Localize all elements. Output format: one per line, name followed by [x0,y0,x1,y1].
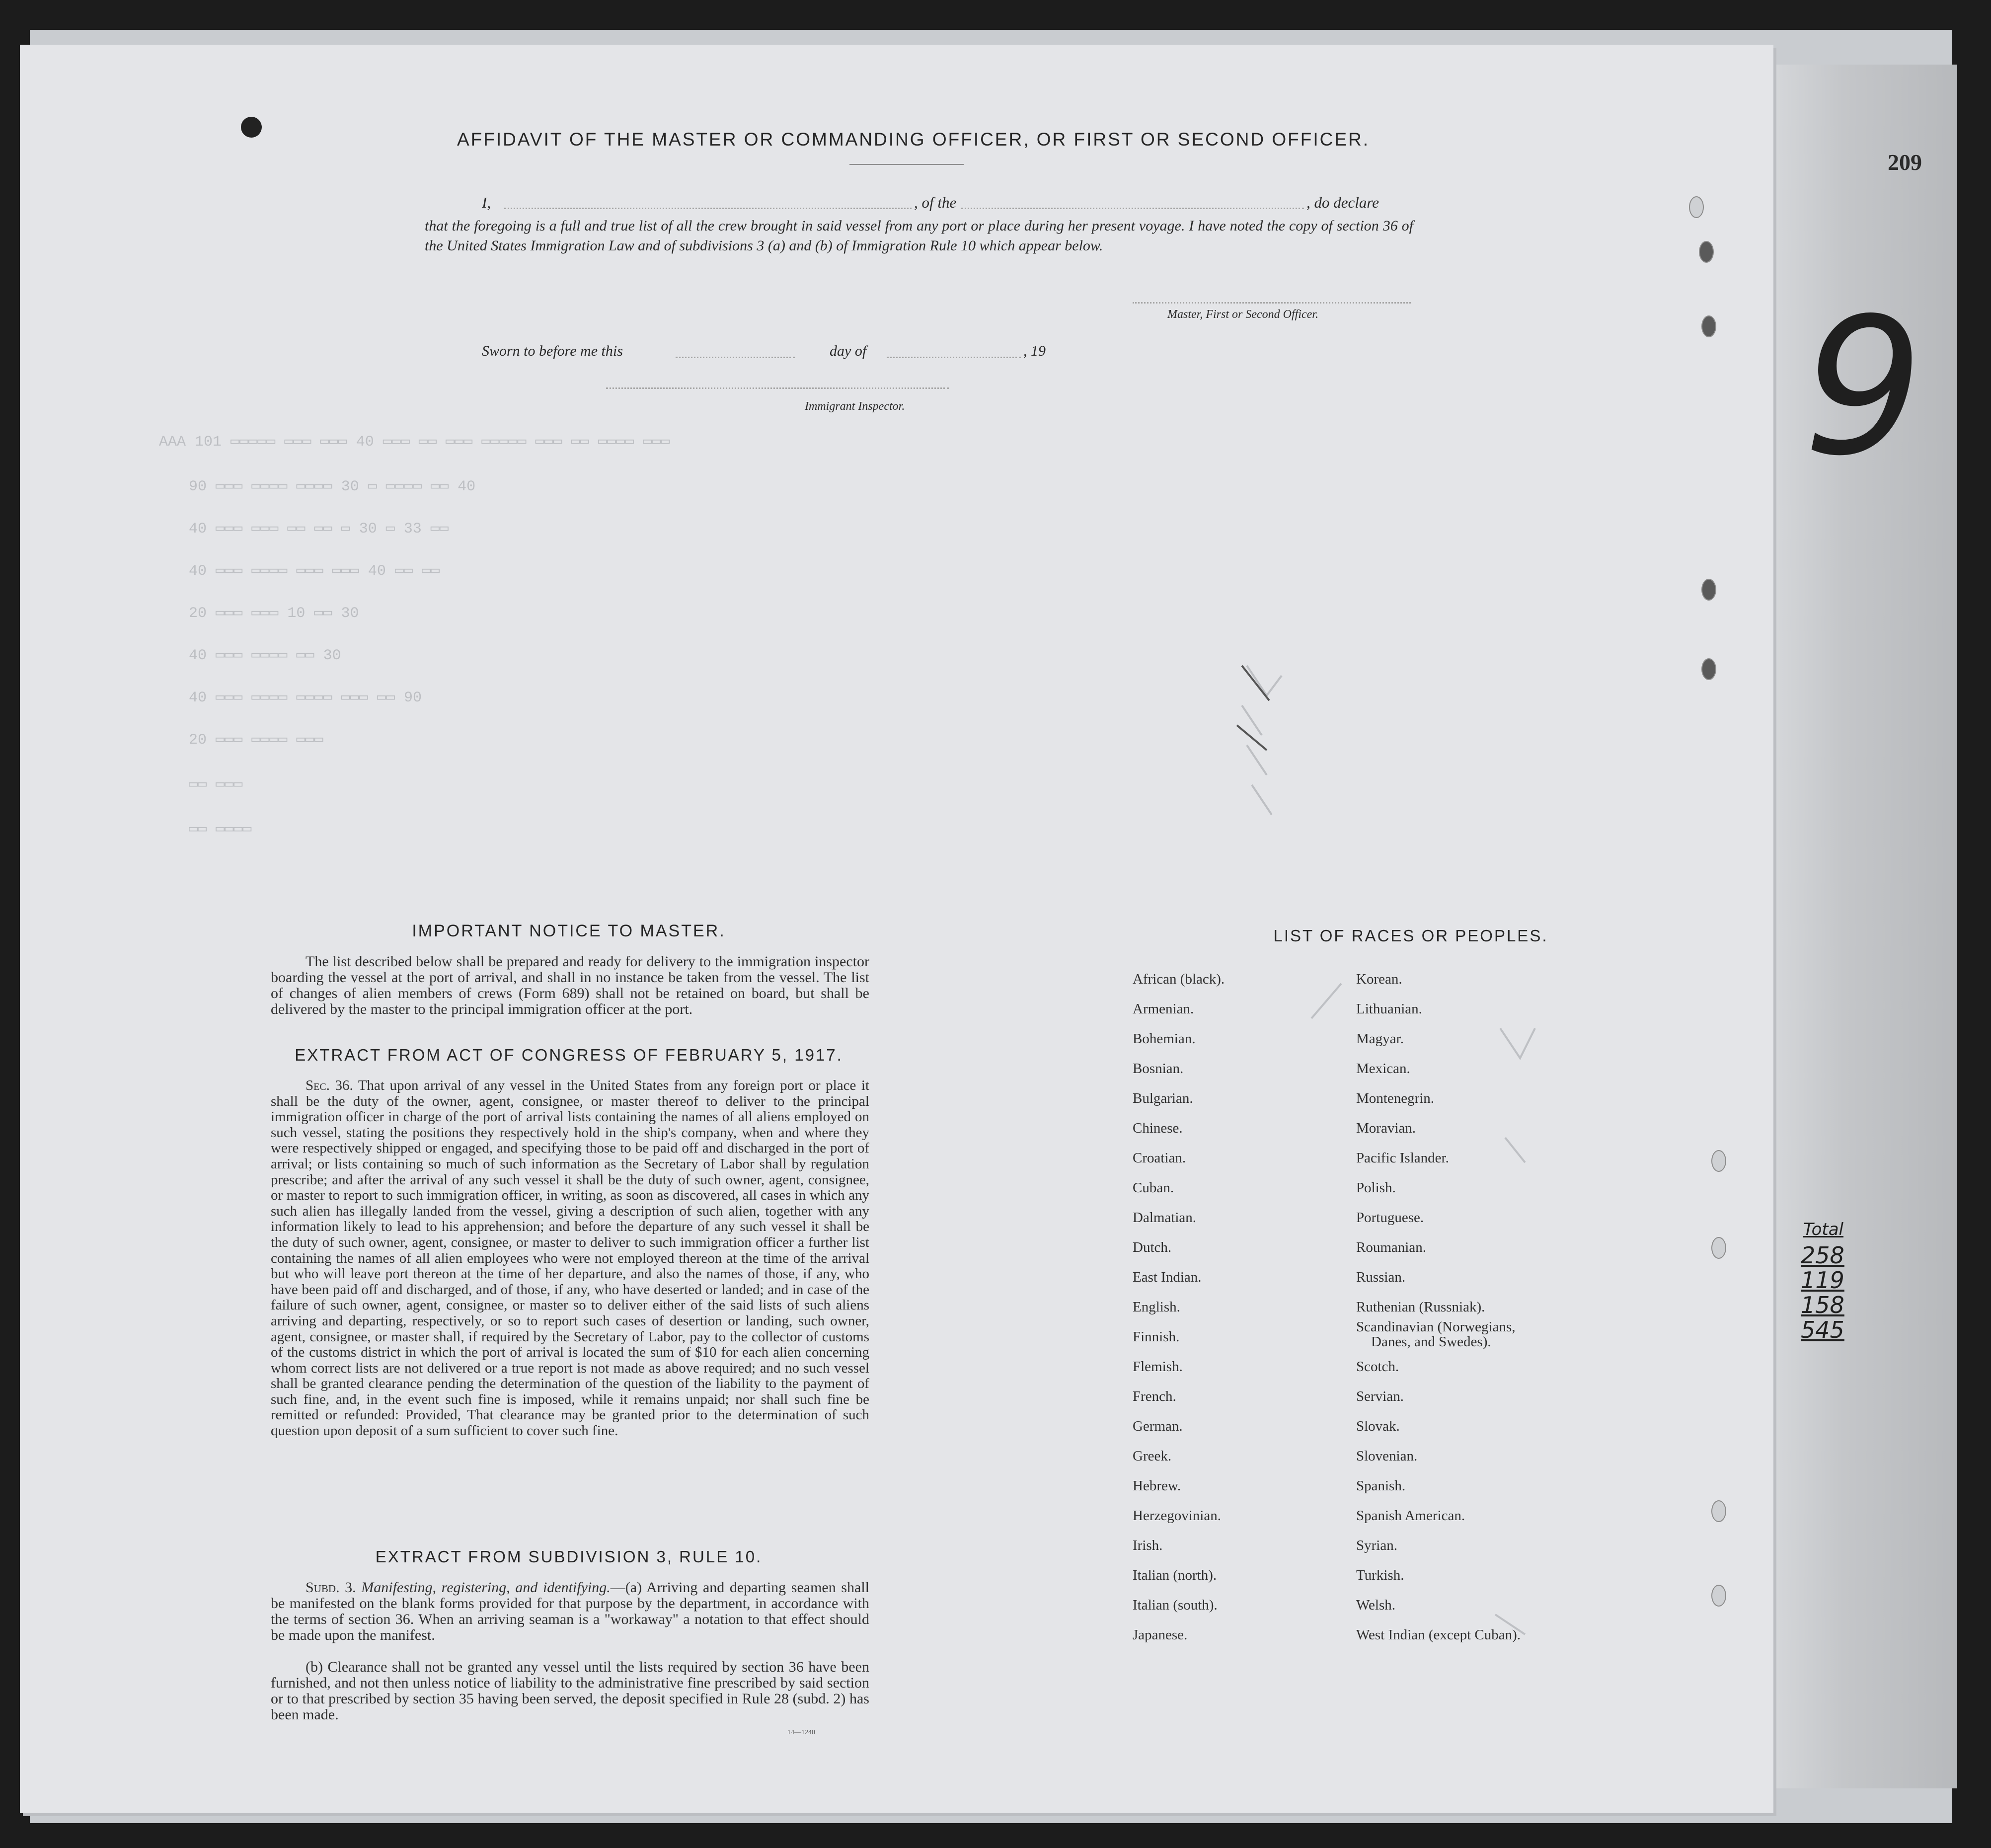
race-item: Danes, and Swedes). [1371,1334,1491,1350]
race-item: Lithuanian. [1356,1001,1422,1017]
form-number: 14—1240 [787,1729,815,1736]
affidavit-body: that the foregoing is a full and true list of all the crew brought in said vessel from any port or place during her present voyage. I have noted the copy of section 36 of the United States Immigration Law and of subdivisions 3 (a) and (b) of Immigration Rule 10 which appear below. [425,218,1413,254]
race-item: Greek. [1133,1448,1172,1464]
day-of-text: day of [830,343,867,359]
notice-title: IMPORTANT NOTICE TO MASTER. [412,922,726,940]
race-item: Finnish. [1133,1329,1180,1345]
race-item: Spanish American. [1356,1508,1465,1524]
handwritten-number: 9 [1803,277,1923,497]
race-item: Scandinavian (Norwegians, [1356,1319,1516,1335]
extract-act-title: EXTRACT FROM ACT OF CONGRESS OF FEBRUARY 5, 1917. [295,1046,843,1064]
race-item: Moravian. [1356,1120,1416,1136]
race-item: Slovenian. [1356,1448,1418,1464]
binder-hole [1699,241,1714,263]
race-item: Magyar. [1356,1031,1404,1047]
race-item: Cuban. [1133,1180,1174,1196]
subd-b-body: (b) Clearance shall not be granted any vessel until the lists required by section 36 have been furnished, and not then unless notice of liability to the administrative fine prescribed by said section or to that prescribed by section 35 having been served, the deposit specified in Rule 28 (subd. 2) has been made. [271,1659,869,1723]
extract-rule-title: EXTRACT FROM SUBDIVISION 3, RULE 10. [375,1547,763,1566]
race-item: East Indian. [1133,1269,1202,1285]
race-item: Ruthenian (Russniak). [1356,1299,1485,1315]
section-36-label: Sec. 36. [306,1078,353,1093]
race-item: Montenegrin. [1356,1090,1435,1106]
affidavit-title: AFFIDAVIT OF THE MASTER OR COMMANDING OFFICER, OR FIRST OR SECOND OFFICER. [457,129,1370,150]
race-item: Croatian. [1133,1150,1186,1166]
affidavit-line-declare: , do declare [1306,194,1379,211]
race-item: Italian (north). [1133,1567,1217,1583]
race-item: Dalmatian. [1133,1210,1197,1226]
race-item: Roumanian. [1356,1239,1426,1255]
document-page [20,45,1773,1813]
race-item: French. [1133,1388,1176,1404]
race-item: Italian (south). [1133,1597,1218,1613]
race-item: Flemish. [1133,1359,1183,1375]
race-item: Irish. [1133,1538,1163,1553]
race-item: Armenian. [1133,1001,1194,1017]
race-item: Syrian. [1356,1538,1397,1553]
section-36-body: That upon arrival of any vessel in the United States from any foreign port or place it shall be the duty of the owner, agent, consignee, or master thereof to deliver to the principal immigration officer in charge of the port of arrival lists containing the names of all aliens employed on such vessel, stating the positions they respectively hold in the ship's company, when and where they were respectively shipped or engaged, and specifying those to be paid off and discharged in the port of arrival; or lists containing so much of such information as the Secretary of Labor shall by regulation prescribe; and after the arrival of any such vessel it shall be the duty of such owner, agent, consignee, or master to report to such immigration officer, in writing, as soon as discovered, all cases in which any such alien has illegally landed from the vessel, giving a description of such alien, together with any information likely to lead to his apprehension; and before the departure of any such vessel it shall be the duty of such owner, agent, consignee, or master to deliver to such immigration officer a further list containing the names of all alien employees who were not employed thereon at the time of the arrival but who will leave port thereon at the time of her departure, and also the names of those, if any, who have been paid off and discharged, and of those, if any, who have deserted or landed; and in case of the failure of such owner, agent, consignee, or master so to deliver either of the said lists of such aliens arriving and departing, respectively, or so to report such cases of desertion or landing, such owner, agent, consignee, or master shall, if required by the Secretary of Labor, pay to the collector of customs of the customs district in which the port of arrival is located the sum of $10 for each alien concerning whom correct lists are not delivered or a true report is not made as above required; and no such vessel shall be granted clearance pending the determination of the question of the liability to the payment of such fine, and, in the event such fine is imposed, while it remains unpaid; nor shall such fine be remitted or refunded: Provided, That clearance may be granted prior to the determination of such question upon deposit of a sum sufficient to cover such fine. [271,1078,870,1439]
affidavit-line-of: , of the [914,194,957,211]
subd-heading: Manifesting, registering, and identifying. [361,1579,611,1596]
sworn-text: Sworn to before me this [482,343,623,359]
binder-hole [1711,1585,1726,1607]
total-value: 158 [1801,1292,1844,1318]
race-item: Pacific Islander. [1356,1150,1449,1166]
race-item: West Indian (except Cuban). [1356,1627,1521,1643]
signature-caption: Master, First or Second Officer. [1167,308,1318,321]
race-item: Bosnian. [1133,1061,1184,1077]
race-item: Scotch. [1356,1359,1399,1375]
race-item: Chinese. [1133,1120,1183,1136]
total-value: 258 [1801,1242,1844,1269]
total-value: 545 [1801,1316,1844,1343]
race-item: Mexican. [1356,1061,1410,1077]
binder-hole [1711,1500,1726,1522]
race-item: English. [1133,1299,1180,1315]
inspector-caption: Immigrant Inspector. [805,400,905,413]
binder-hole [1701,579,1716,601]
binder-hole [1701,315,1716,337]
page-number: 209 [1888,150,1922,175]
bleed-through-area: ΑΑΑ 101 ▭▭▭▭▭ ▭▭▭ ▭▭▭ 40 ▭▭▭ ▭▭ ▭▭▭ ▭▭▭▭▭ ▭▭▭ ▭▭ ▭▭▭▭ ▭▭▭ 90 ▭▭▭ ▭▭▭▭ ▭▭▭▭ 30 ▭ ▭▭▭▭ ▭▭ 40 40 ▭▭▭ ▭▭▭ ▭▭ ▭▭ ▭ 30 ▭ 33 ▭▭ 40 ▭▭▭ ▭▭▭▭ ▭▭▭ ▭▭▭ 40 ▭▭ ▭▭ 20 ▭▭▭ ▭▭▭ 10 ▭▭ 30 40 ▭▭▭ ▭▭▭▭ ▭▭ 30 40 ▭▭▭ ▭▭▭▭ ▭▭▭▭ ▭▭▭ ▭▭ 90 20 ▭▭▭ ▭▭▭▭ ▭▭▭ ▭▭ ▭▭▭ ▭▭ ▭▭▭▭ [159,434,670,838]
subd-label: Subd. 3. [306,1579,356,1596]
binder-hole [1711,1237,1726,1259]
race-item: Portuguese. [1356,1210,1424,1226]
total-value: 119 [1801,1267,1844,1294]
race-item: Welsh. [1356,1597,1396,1613]
race-item: Slovak. [1356,1418,1400,1434]
race-item: Bulgarian. [1133,1090,1193,1106]
race-item: Hebrew. [1133,1478,1181,1494]
race-item: Japanese. [1133,1627,1188,1643]
race-item: Spanish. [1356,1478,1406,1494]
race-item: Servian. [1356,1388,1404,1404]
race-item: Russian. [1356,1269,1406,1285]
race-item: Turkish. [1356,1567,1404,1583]
year-text: , 19 [1023,343,1046,359]
binder-hole [1711,1150,1726,1172]
races-title: LIST OF RACES OR PEOPLES. [1273,926,1548,945]
binder-hole [1689,196,1704,218]
race-item: Dutch. [1133,1239,1172,1255]
race-item: Polish. [1356,1180,1396,1196]
bleed-through-marks [20,45,1773,1813]
affidavit-line-i: I, [482,194,491,211]
subd-a-body: —(a) Arriving and departing seamen shall be manifested on the blank forms provided for that purpose by the department, in accordance with the terms of section 36. When an arriving seaman is a "workaway" a notation to that effect should be made upon the manifest. [271,1579,869,1643]
race-item: Bohemian. [1133,1031,1196,1047]
binder-hole [1701,658,1716,680]
totals-label: Total [1803,1220,1843,1239]
race-item: German. [1133,1418,1183,1434]
race-item: African (black). [1133,971,1225,987]
race-item: Korean. [1356,971,1402,987]
race-item: Herzegovinian. [1133,1508,1221,1524]
notice-text-body: The list described below shall be prepared and ready for delivery to the immigration inspector boarding the vessel at the port of arrival, and shall in no instance be taken from the vessel. The list of changes of alien members of crews (Form 689) shall not be retained on board, but shall be delivered by the master to the principal immigration officer at the port. [271,953,869,1017]
